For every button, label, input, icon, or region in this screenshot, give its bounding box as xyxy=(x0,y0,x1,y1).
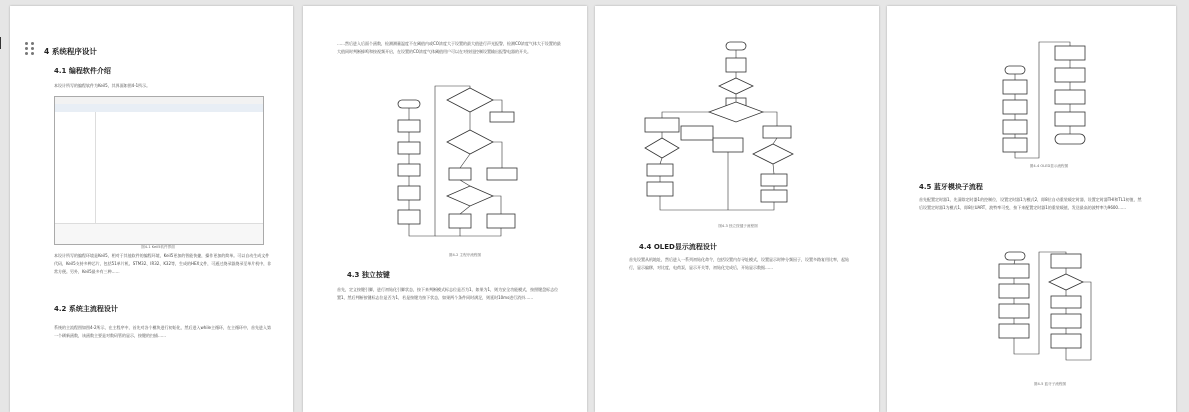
page-4 xyxy=(887,6,1176,412)
body-text: ……然后进入后面个函数，检测测量温度不在阈值内或CO浓度大于设置的最大值进行声光报警，检测CO浓度气体大于设置的最大值同时判断蜂鸣和按视频开启，在设置的CO浓度气体阈值用户可以在对按钮控制设置输出报警电器的开关。 xyxy=(337,41,561,54)
screenshot-editor xyxy=(96,112,263,224)
subsection-heading: 4.5 蓝牙模块子流程 xyxy=(919,183,983,191)
keil-screenshot-figure xyxy=(54,96,264,245)
bluetooth-flowchart xyxy=(995,250,1105,378)
page-2 xyxy=(303,6,587,412)
figure-caption: 图4-1 Keil5软件界面 xyxy=(141,245,175,249)
page-3 xyxy=(595,6,879,412)
screenshot-output-panel xyxy=(55,223,263,244)
page-1 xyxy=(10,6,293,412)
subsection-heading: 4.3 独立按键 xyxy=(347,271,390,279)
intro-text: 本设计所写的编程软件为Keil5，其界面如图4-1所示。 xyxy=(54,83,151,88)
figure-caption: 图4-5 蓝牙子流程图 xyxy=(1033,382,1067,386)
body-text: 首先，定义按键引脚，进行初始化引脚状态，按下来判断模式标志位是否为1，如果为1，则为安全功能模式，按照键盘标志位置1，然后判断按键标志位是否为1，若是按键为按下状态，如果两个条件同时满足，则延时10ms进行消抖…… xyxy=(337,287,559,300)
body-text: 本设计所写的编程环境是Keil5，相对于其他软件的编程环境，Keil5更加的智能快捷，操作更加的简单。可以自动生成文件代码，Keil5支持多种芯片，包括51单片机、STM32、IR32、K32等，生成的HEX文件，可通过烧录器烧录至单片机中，非常方便。另外，Keil5最多有三种…… xyxy=(54,253,272,274)
oled-flowchart xyxy=(999,38,1099,164)
subsection-heading: 4.2 系统主流程设计 xyxy=(54,305,118,313)
key-flowchart xyxy=(643,40,833,220)
subsection-heading: 4.1 编程软件介绍 xyxy=(54,67,111,75)
main-flowchart xyxy=(395,84,535,249)
figure-caption: 图4-2 主程序流程图 xyxy=(448,253,482,257)
body-text: 首先配置定时器1，先清除定时器1的控制位，设置定时器1为模式2，即8位自动重装载定时器，设置定时器THl和TL1初值，然后设置定时器1为模式1，即8位UART，波特率可变，按下来配置定时器1的重装载值，发送最高的波特率为9600…… xyxy=(919,197,1142,210)
drag-handle-icon[interactable] xyxy=(25,42,37,56)
section-heading: 4 系统程序设计 xyxy=(44,47,97,56)
subsection-heading: 4.4 OLED显示流程设计 xyxy=(639,243,717,251)
text-cursor xyxy=(0,37,9,49)
figure-caption: 图4-3 独立按键子流程图 xyxy=(718,224,758,228)
screenshot-project-panel xyxy=(55,112,96,224)
figure-caption: 图4-4 OLED显示流程图 xyxy=(1029,164,1069,168)
body-text: 首先设置从机地址，然后进入一系列初始化命令，包括设置内存寻址模式，设置显示时钟分频因子，设置多路复用比率，起始行，显示偏移，对比度，电荷泵，显示开关等，初始化完成后，开始显示数据…… xyxy=(629,257,849,270)
body-text: 系统的主流程图如图4-2所示，在主程序中，首先对各个模块进行初始化，然后进入while主循环，在主循环中，首先进入第一个刷新函数，该函数主要是对数码管的显示，按键的扫描…… xyxy=(54,325,272,338)
